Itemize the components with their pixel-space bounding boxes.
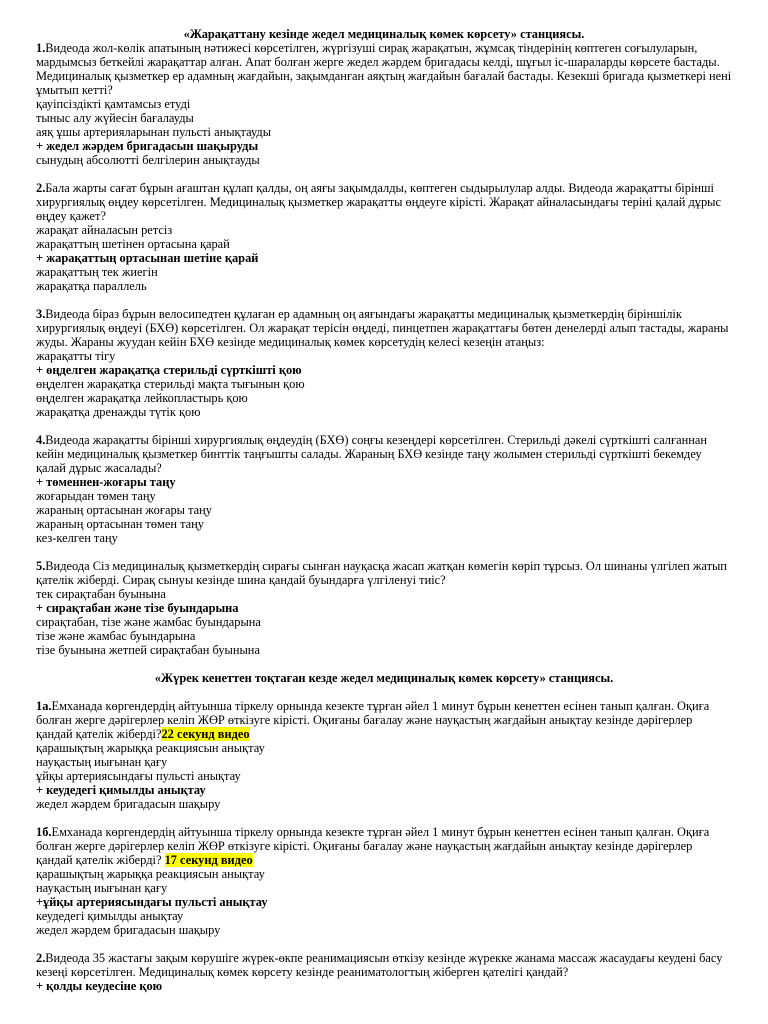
answer-option: тізе және жамбас буындарына <box>36 629 196 643</box>
answer-option: жедел жәрдем бригадасын шақыру <box>36 797 221 811</box>
question-block <box>36 433 732 545</box>
answer-option-correct: + кеудедегі қимылды анықтау <box>36 783 206 797</box>
answer-option-correct: + сирақтабан және тізе буындарына <box>36 601 239 615</box>
question-block <box>36 825 732 937</box>
question-number: 4. <box>36 433 46 447</box>
answer-option-correct: + жарақаттың ортасынан шетіне қарай <box>36 251 259 265</box>
answer-option: науқастың иығынан қағу <box>36 755 168 769</box>
answer-option-correct: + өңделген жарақатқа стерильді сүрткішті қою <box>36 363 302 377</box>
question-block <box>36 181 732 293</box>
answer-option: аяқ ұшы артерияларынан пульсті анықтауды <box>36 125 272 139</box>
answer-option: қарашықтың жарыққа реакциясын анықтау <box>36 741 265 755</box>
answer-option: жарақатқа дренажды түтік қою <box>36 405 201 419</box>
question-body: Емханада көргендердің айтуынша тіркелу орнында кезекте тұрған әйел 1 минут бұрын кенеттен есінен танып қалған. Оқиға болған жерге дәрігерлер келіп ЖӨР өткізуге кірісті. Оқиғаны бағалау және науқастың жағдайын анықтау кезінде дәрігерлер қандай қателік жіберді? <box>36 699 710 741</box>
question-number: 2. <box>36 951 46 965</box>
answer-option-correct: + төменнен-жоғары таңу <box>36 475 176 489</box>
answer-option: жоғарыдан төмен таңу <box>36 489 156 503</box>
question-number: 2. <box>36 181 46 195</box>
section-2-title: «Жүрек кенеттен тоқтаған кезде жедел медициналық көмек көрсету» станциясы. <box>154 671 614 685</box>
question-number: 5. <box>36 559 46 573</box>
answer-option: жарақаттың тек жиегін <box>36 265 158 279</box>
answer-option-correct: +ұйқы артериясындағы пульсті анықтау <box>36 895 268 909</box>
answer-option: жедел жәрдем бригадасын шақыру <box>36 923 221 937</box>
answer-option-correct: + қолды кеудесіне қою <box>36 979 163 993</box>
question-text <box>36 559 732 587</box>
answer-option: сынудың абсолютті белгілерин анықтауды <box>36 153 260 167</box>
answer-option: жараның ортасынан жоғары таңу <box>36 503 212 517</box>
answer-option: қарашықтың жарыққа реакциясын анықтау <box>36 867 265 881</box>
question-number: 1. <box>36 41 46 55</box>
question-text <box>36 181 732 223</box>
answer-option: тізе буынына жетпей сирақтабан буынына <box>36 643 260 657</box>
answer-option: жарақат айналасын ретсіз <box>36 223 173 237</box>
section-1-title: «Жарақаттану кезінде жедел медициналық көмек көрсету» станциясы. <box>183 27 585 41</box>
answer-option: сирақтабан, тізе және жамбас буындарына <box>36 615 261 629</box>
answer-option: жараның ортасынан төмен таңу <box>36 517 204 531</box>
answer-option-correct: + жедел жәрдем бригадасын шақыруды <box>36 139 259 153</box>
answer-option: тек сирақтабан буынына <box>36 587 166 601</box>
section-1-questions <box>36 41 732 657</box>
question-body: Емханада көргендердің айтуынша тіркелу орнында кезекте тұрған әйел 1 минут бұрын кенеттен есінен танып қалған. Оқиға болған жерге дәрігерлер келіп ЖӨР өткізуге кірісті. Оқиғаны бағалау және науқастың жағдайын анықтау кезінде дәрігерлер қандай қателік жіберді? <box>36 825 710 867</box>
answer-option: өңделген жарақатқа стерильді мақта тығынын қою <box>36 377 305 391</box>
answer-option: жарақаттың шетінен ортасына қарай <box>36 237 230 251</box>
answer-option: қауіпсіздікті қамтамсыз етуді <box>36 97 191 111</box>
question-body: Видеода Сіз медициналық қызметкердің сирағы сынған науқасқа жасап жатқан көмегін көріп тұрсыз. Ол шинаны үлгілеп жатып қателік жіберді. Сирақ сынуы кезінде шина қандай буындарға үлгіленуі тиіс? <box>36 559 727 587</box>
question-body: Видеода жарақатты бірінші хирургиялық өңдеудің (БХӨ) соңғы кезеңдері көрсетілген. Стерильді дәкелі сүрткішті салғаннан кейін медициналық қызметкер бинттік таңғышты салады. Жараның БХӨ кезінде таңу жолымен стерильді сүрткішті бекемдеу қалай дұрыс жасалады? <box>36 433 707 475</box>
answer-option: тыныс алу жүйесін бағалауды <box>36 111 194 125</box>
question-body: Видеода біраз бұрын велосипедтен құлаған ер адамның оң аяғындағы жарақатты медициналық қызметкердің біріншілік хирургиялық өңдеуі (БХӨ) көрсетілген. Ол жарақат терісін өңдеді, пинцетпен жарақаттағы бөтен денелерді алып тастады, жараны жуды. Жараны жуудан кейін БХӨ кезінде медициналық көмек көрсетудің келесі кезеңін атаңыз: <box>36 307 729 349</box>
section-2-questions <box>36 699 732 993</box>
question-number: 1а. <box>36 699 52 713</box>
question-number: 3. <box>36 307 46 321</box>
question-block <box>36 41 732 167</box>
question-block <box>36 951 732 993</box>
question-text <box>36 433 732 475</box>
video-duration-highlight: 17 секунд видео <box>164 853 253 867</box>
question-text <box>36 307 732 349</box>
question-text <box>36 951 732 979</box>
answer-option: ұйқы артериясындағы пульсті анықтау <box>36 769 241 783</box>
question-text <box>36 41 732 97</box>
question-block <box>36 307 732 419</box>
answer-option: жарақатқа параллель <box>36 279 147 293</box>
question-body: Видеода жол-көлік апатының нәтижесі көрсетілген, жүргізуші сирақ жарақатын, жұмсақ тіндерінің көптеген соғылуларын, мардымсыз беткейлі жарақаттар алған. Апат болған жерге жедел жәрдем бригадасы келді, шұғыл іс-шараларды көрсете бастады. Медициналық қызметкер ер адамның жағдайын, зақымданған аяқтың жағдайын бағалай бастады. Кезекші бригада қызметкері нені ұмытып кетті? <box>36 41 732 97</box>
answer-option: кеудедегі қимылды анықтау <box>36 909 184 923</box>
question-body: Видеода 35 жастағы зақым көрушіге жүрек-өкпе реанимациясын өткізу кезінде жүрекке жанама массаж жасаудағы кеудені басу кезеңі көрсетілген. Медициналық көмек көрсету кезінде реаниматологтың жіберген қателігі қандай? <box>36 951 723 979</box>
question-body: Бала жарты сағат бұрын ағаштан құлап қалды, оң аяғы зақымдалды, көптеген сыдырылулар алды. Видеода жарақатты бірінші хирургиялық өңдеу көрсетілген. Медициналық қызметкер жарақатты өңдеуге кірісті. Жарақат айналасындағы теріні қалай дұрыс өңдеу қажет? <box>36 181 722 223</box>
answer-option: өңделген жарақатқа лейкопластырь қою <box>36 391 248 405</box>
question-block <box>36 559 732 657</box>
question-block <box>36 699 732 811</box>
question-number: 1б. <box>36 825 52 839</box>
question-text <box>36 699 732 741</box>
answer-option: жарақатты тігу <box>36 349 116 363</box>
answer-option: науқастың иығынан қағу <box>36 881 168 895</box>
question-text <box>36 825 732 867</box>
answer-option: кез-келген таңу <box>36 531 118 545</box>
video-duration-highlight: 22 секунд видео <box>161 727 250 741</box>
